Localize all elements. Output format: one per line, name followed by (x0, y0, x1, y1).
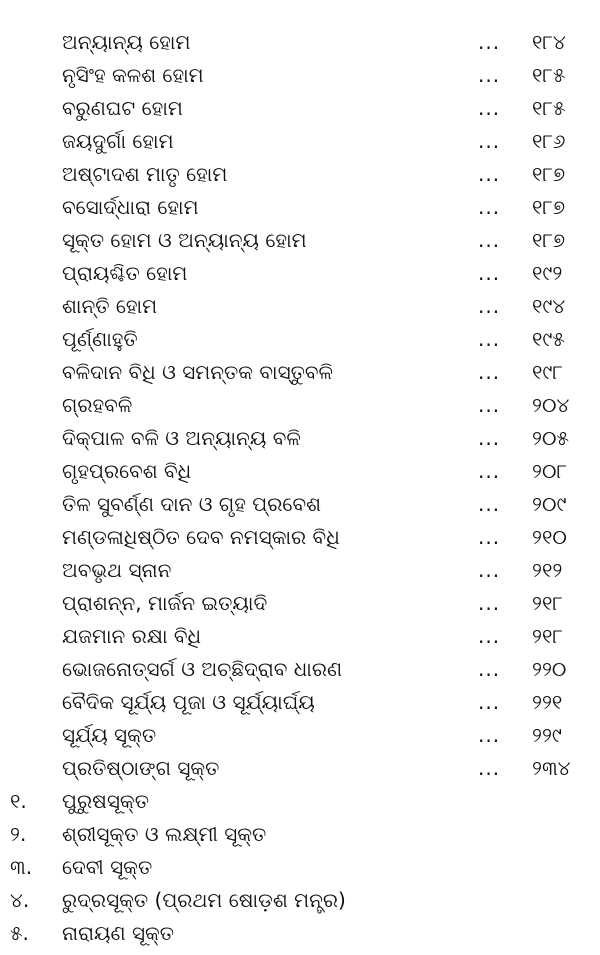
toc-leader: ... (478, 393, 501, 417)
toc-leader: ... (478, 591, 501, 615)
toc-title: ନୃସିଂହ କଳଶ ହୋମ (62, 63, 204, 87)
numbered-item (0, 851, 600, 884)
toc-leader: ... (478, 96, 501, 120)
toc-row (0, 587, 600, 620)
toc-title: ଦିକ୍‌ପାଳ ବଳି ଓ ଅନ୍ୟାନ୍ୟ ବଳି (62, 426, 301, 450)
numbered-item (0, 917, 600, 950)
item-number: ୧. (10, 789, 27, 813)
toc-row (0, 686, 600, 719)
toc-row (0, 125, 600, 158)
numbered-item (0, 884, 600, 917)
toc-page-number: ୨୦୯ (532, 492, 567, 516)
item-number: ୫. (10, 921, 29, 945)
toc-title: ସୂକ୍ତ ହୋମ ଓ ଅନ୍ୟାନ୍ୟ ହୋମ (62, 228, 307, 252)
toc-leader: ... (478, 129, 501, 153)
toc-page-number: ୧୯୫ (532, 327, 565, 351)
toc-leader: ... (478, 195, 501, 219)
toc-page-number: ୧୯୨ (532, 261, 563, 285)
toc-row (0, 752, 600, 785)
toc-row (0, 356, 600, 389)
toc-title: ମଣ୍ଡଳାଧିଷ୍ଠିତ ଦେବ ନମସ୍କାର ବିଧି (62, 525, 340, 549)
item-title: ରୁଦ୍ରସୂକ୍ତ (ପ୍ରଥମ ଷୋଡ଼ଶ ମନ୍ତ୍ର) (62, 888, 346, 912)
toc-leader: ... (478, 492, 501, 516)
item-number: ୨. (10, 822, 27, 846)
toc-title: ଭୋଜନୋତ୍ସର୍ଗ ଓ ଅଚ୍ଛିଦ୍ରାବ ଧାରଣ (62, 657, 343, 681)
toc-page-number: ୨୧୨ (532, 558, 563, 582)
toc-title: ପ୍ରତିଷ୍ଠାଙ୍ଗ ସୂକ୍ତ (62, 756, 220, 780)
toc-row (0, 323, 600, 356)
toc-page-number: ୧୯୪ (532, 294, 566, 318)
toc-title: ଗ୍ରହବଳି (62, 393, 133, 417)
toc-page-number: ୨୨୧ (532, 690, 563, 714)
toc-leader: ... (478, 294, 501, 318)
toc-leader: ... (478, 327, 501, 351)
toc-page-number: ୧୮୭ (532, 195, 566, 219)
toc-row (0, 422, 600, 455)
toc-title: ଅବଭୃଥ ସ୍ନାନ (62, 558, 172, 582)
toc-page-number: ୧୮୭ (532, 162, 566, 186)
toc-row (0, 290, 600, 323)
toc-title: ଯଜମାନ ରକ୍ଷା ବିଧି (62, 624, 202, 648)
toc-leader: ... (478, 525, 501, 549)
toc-leader: ... (478, 723, 501, 747)
toc-page-number: ୨୨୦ (532, 657, 567, 681)
toc-title: ବସୋର୍ଦ୍ଧାରା ହୋମ (62, 195, 199, 219)
toc-page-number: ୨୧୮ (532, 624, 563, 648)
toc-page-number: ୧୯୮ (532, 360, 563, 384)
toc-page-number: ୧୮୭ (532, 228, 566, 252)
toc-title: ପ୍ରାୟଶ୍ଚିତ ହୋମ (62, 261, 188, 285)
toc-page-number: ୨୩୪ (532, 756, 571, 780)
toc-row (0, 488, 600, 521)
toc-page-number: ୧୮୬ (532, 129, 566, 153)
toc-title: ଶାନ୍ତି ହୋମ (62, 294, 158, 318)
item-title: ପୁରୁଷସୂକ୍ତ (62, 789, 149, 813)
toc-row (0, 653, 600, 686)
toc-leader: ... (478, 624, 501, 648)
toc-leader: ... (478, 426, 501, 450)
toc-page-number: ୨୦୫ (532, 426, 569, 450)
toc-row (0, 620, 600, 653)
toc-leader: ... (478, 756, 501, 780)
toc-page-number: ୨୨୯ (532, 723, 562, 747)
toc-title: ବଳିଦାନ ବିଧି ଓ ସମନ୍ତକ ବାସ୍ତୁବଳି (62, 360, 333, 384)
toc-row (0, 191, 600, 224)
toc-title: ପୂର୍ଣ୍ଣାହୁତି (62, 327, 138, 351)
toc-row (0, 257, 600, 290)
toc-leader: ... (478, 459, 501, 483)
toc-row (0, 224, 600, 257)
toc-row (0, 455, 600, 488)
toc-title: ବରୁଣଘଟ ହୋମ (62, 96, 183, 120)
toc-row (0, 59, 600, 92)
toc-page-number: ୨୦୮ (532, 459, 567, 483)
toc-row (0, 26, 600, 59)
toc-leader: ... (478, 360, 501, 384)
item-number: ୩. (10, 855, 33, 879)
toc-row (0, 389, 600, 422)
toc-row (0, 92, 600, 125)
item-title: ଶ୍ରୀସୂକ୍ତ ଓ ଲକ୍ଷ୍ମୀ ସୂକ୍ତ (62, 822, 267, 846)
toc-leader: ... (478, 261, 501, 285)
toc-title: ଅନ୍ୟାନ୍ୟ ହୋମ (62, 30, 191, 54)
toc-leader: ... (478, 690, 501, 714)
toc-title: ଗୃହପ୍ରବେଶ ବିଧି (62, 459, 192, 483)
toc-leader: ... (478, 30, 501, 54)
toc-page-number: ୨୦୪ (532, 393, 570, 417)
item-title: ଦେବୀ ସୂକ୍ତ (62, 855, 153, 879)
toc-title: ପ୍ରାଶନ୍ନ, ମାର୍ଜନ ଇତ୍ୟାଦି (62, 591, 268, 615)
toc-leader: ... (478, 63, 501, 87)
toc-leader: ... (478, 558, 501, 582)
toc-row (0, 554, 600, 587)
toc-page-number: ୧୮୪ (532, 30, 566, 54)
numbered-item (0, 818, 600, 851)
toc-page-number: ୧୮୫ (532, 96, 566, 120)
item-number: ୪. (10, 888, 30, 912)
toc-title: ତିଳ ସୁବର୍ଣ୍ଣ ଦାନ ଓ ଗୃହ ପ୍ରବେଶ (62, 492, 321, 516)
toc-title: ସୂର୍ଯ୍ୟ ସୂକ୍ତ (62, 723, 157, 747)
toc-row (0, 719, 600, 752)
toc-title: ଅଷ୍ଟାଦଶ ମାତୃ ହୋମ (62, 162, 228, 186)
toc-page-number: ୨୧୮ (532, 591, 563, 615)
toc-row (0, 158, 600, 191)
toc-title: ବୈଦିକ ସୂର୍ଯ୍ୟ ପୂଜା ଓ ସୂର୍ଯ୍ୟାର୍ଘ୍ୟ (62, 690, 315, 714)
item-title: ନାରାୟଣ ସୂକ୍ତ (62, 921, 175, 945)
toc-title: ଜୟଦୁର୍ଗା ହୋମ (62, 129, 174, 153)
toc-row (0, 521, 600, 554)
toc-page-number: ୧୮୫ (532, 63, 566, 87)
toc-leader: ... (478, 162, 501, 186)
numbered-item (0, 785, 600, 818)
toc-leader: ... (478, 657, 501, 681)
toc-leader: ... (478, 228, 501, 252)
toc-page-number: ୨୧୦ (532, 525, 567, 549)
